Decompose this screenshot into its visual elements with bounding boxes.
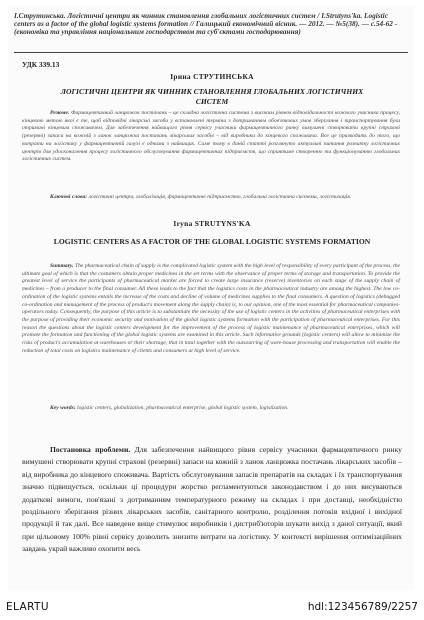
body-paragraph	[22, 444, 402, 556]
title-ua: ЛОГІСТИЧНІ ЦЕНТРИ ЯК ЧИННИК СТАНОВЛЕННЯ ГЛОБАЛЬНИХ ЛОГІСТИЧНИХ СИСТЕМ	[60, 87, 364, 106]
repository-name: ELARTU	[6, 601, 49, 613]
abstract-en-lead: Summary.	[50, 263, 74, 269]
keywords-en-text: logistic centers, globalization, pharmaceutical enterprise, global logistic system, logistization.	[77, 405, 289, 411]
body-text: Для забезпечення найвищого рівня сервісу учасники фармацевтичного ринку вимушені створювати крупні страхові (резервні) запаси на кожній з ланок ланцюжка постачань лікарських засобів – від виробника до кінцевого споживача. Вартість обслуговування запасів препаратів на складах і їх транспортування значно підвищується, оскільки ці процедури жорстко регламентуються законодавством і до них висуваються додаткові вимоги, пов'язані з дотриманням температурного режиму на складах і при доставці, необхідністю роздільного зберігання різних лікарських засобів, санітарного контролю, розділення потоків вхідної і вихідної продукції й так далі. Все наведене вище стимулює виробників і дистриб'юторів шукати вихід з даної ситуації, який при цільовому 100% рівні сервісу дозволить знизити витрати на логістику. У контексті вирішення оптимізаційних завдань украй важливо охопити весь	[22, 445, 402, 554]
abstract-ua-lead: Резюме.	[50, 110, 70, 116]
abstract-ua	[22, 110, 400, 164]
keywords-ua-lead: Ключові слова:	[50, 194, 88, 200]
abstract-en	[22, 263, 400, 355]
body-lead: Постановка проблеми.	[50, 445, 131, 454]
abstract-ua-text: Фармацевтичний ланцюжок постачань – це складна логістична система з високим рівнем відповідальності кожного учасника процесу, кінцевою метою якої є те, щоб відповідні лікарські засоби у встановлені терміни з дотриманням обов'язкових умов зберігання і транспортування були отримані кінцевим споживачем. Для забезпечення найвищого рівня сервісу учасники фармацевтичного ринку вимушені створювати крупні страхові (резервні) запаси на кожній з ланок ланцюжка постачань лікарських засобів – від виробника до кінцевого споживача. Все це призводить до того, що витрати на логістику у фармацевтичній галузі є одними з найвищих. Саме тому в даній статті розглянуто актуальні питання розвитку логістичних центрів для удосконалення процесу логістичного обслуговування фармацевтичних підприємств, що сприятиме створенню та функціонуванню глобальних логістичних систем.	[22, 110, 400, 163]
keywords-en	[22, 405, 400, 413]
citation-header: І.Струтинська. Логістичні центри як чинник становлення глобальних логістичних систем / I.Strutyns'ka. Logistic centers as a factor of the global logistic systems formation // Галицький економічний вісник. — 2012. — №5(38). — с.54-62 - (економіка та управління національним господарством та суб'єктами господарювання)	[14, 11, 398, 37]
header-divider	[14, 52, 408, 53]
author-en: Iryna STRUTYNS'KA	[173, 219, 251, 228]
title-en: LOGISTIC CENTERS AS A FACTOR OF THE GLOBAL LOGISTIC SYSTEMS FORMATION	[53, 237, 371, 246]
handle-link[interactable]: hdl:123456789/2257	[307, 601, 418, 613]
author-ua: Ірина СТРУТИНСЬКА	[170, 72, 254, 81]
udk-code: УДК 339.13	[22, 60, 60, 69]
viewer-footer	[0, 596, 424, 620]
keywords-ua	[22, 194, 400, 202]
keywords-ua-text: логістичні центри, глобалізація, фармацевтичне підприємство, глобальна логістична система, логістизація.	[88, 194, 352, 200]
keywords-en-lead: Key words:	[50, 405, 76, 411]
abstract-en-text: The pharmaceutical chain of supply is the complicated logistic system with the high level of responsibility of every participant of the process, the ultimate goal of which is that the costumers obtain proper medicines in the set terms with the observance of proper terms of storage and transportation. To provide the greatest level of service the participants of pharmaceutical market are forced to create large insurance (reserve) inventories on each stage of the supply chain of medicines – from a producer to the final consumer. All these leads to the fact that the logistics costs in the pharmaceutical industry are among the highest. The low co-ordination of the logistic systems entails the increase of the costs and decline of volume of medicines supplies to the final consumers. A question of logistics (debugged co-ordination and management of the process of product's movement along the supply chain) is, to our opinion, one of the most essential for pharmaceutical companies-operators today. Consequently, the purpose of this article is to substantiate the necessity of the use of logistic centers in the activities of pharmaceutical enterprises with the purpose of providing their economic security and motivation of the global logistic systems formation with the participation of pharmaceutical enterprises. For this reason the questions about the logistic centers development for the improvement of the process of logistic maintenance of pharmaceutical enterprises, which will promote the formation and functioning of the global logistic systems are examined in this article. Such informative grounds (logistic centers) will allow to minimize the risks of product's accumulation at warehouses or their shortage, that in total together with the outsourcing of ware-house processing and transportation will enable the reduction of total costs on logistics maintenance of clients and consumers at high level of service.	[22, 263, 400, 354]
